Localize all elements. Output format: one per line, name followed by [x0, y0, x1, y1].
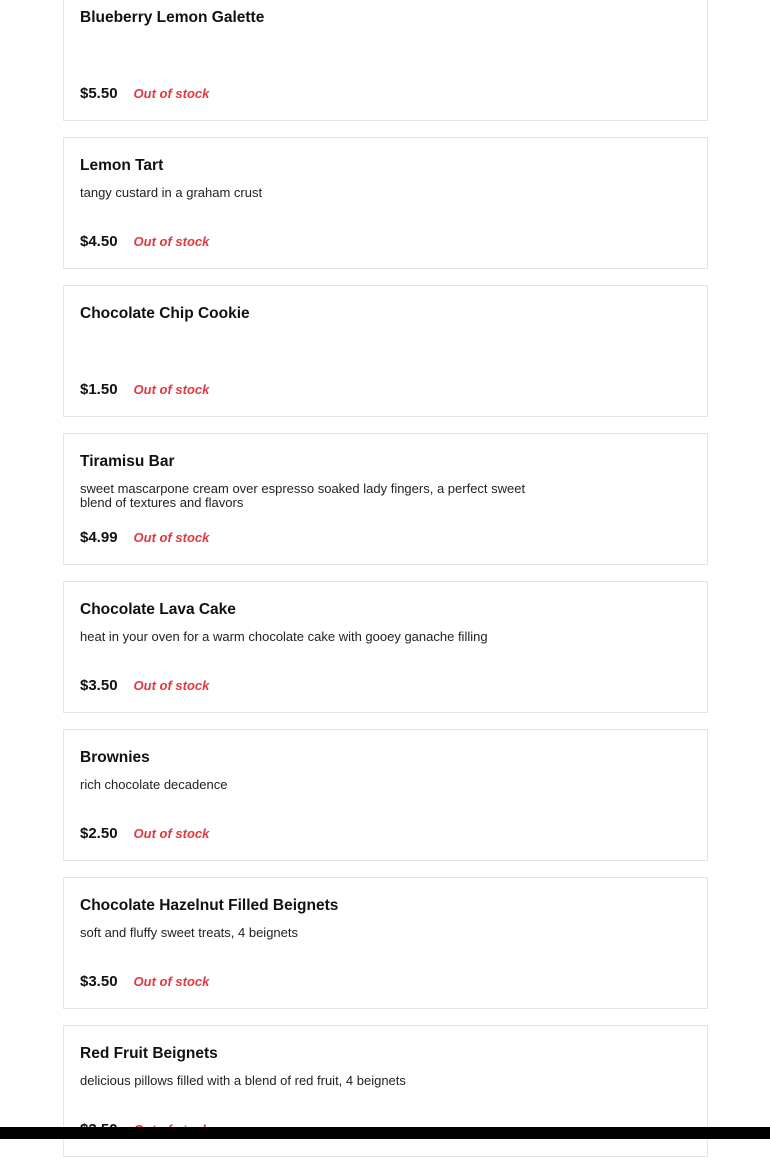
menu-item-price-row	[80, 529, 209, 546]
menu-item-card[interactable]	[63, 0, 708, 121]
menu-item-description: heat in your oven for a warm chocolate cake with gooey ganache filling	[80, 630, 540, 644]
menu-item-description: delicious pillows filled with a blend of red fruit, 4 beignets	[80, 1074, 540, 1088]
stock-status-badge: Out of stock	[134, 382, 210, 397]
menu-item-title: Chocolate Hazelnut Filled Beignets	[80, 897, 338, 915]
menu-item-price: $2.50	[80, 825, 118, 842]
stock-status-badge: Out of stock	[134, 530, 210, 545]
stock-status-badge: Out of stock	[134, 234, 210, 249]
menu-item-price-row	[80, 677, 209, 694]
menu-item-description: sweet mascarpone cream over espresso soaked lady fingers, a perfect sweet blend of textures and flavors	[80, 482, 540, 510]
menu-item-title: Red Fruit Beignets	[80, 1045, 218, 1063]
bottom-bar	[0, 1127, 770, 1139]
menu-item-list	[63, 0, 708, 1173]
menu-item-description: rich chocolate decadence	[80, 778, 540, 792]
stock-status-badge: Out of stock	[134, 678, 210, 693]
menu-item-price: $5.50	[80, 85, 118, 102]
menu-item-description: soft and fluffy sweet treats, 4 beignets	[80, 926, 540, 940]
menu-item-price-row	[80, 973, 209, 990]
menu-item-description: tangy custard in a graham crust	[80, 186, 540, 200]
menu-item-price-row	[80, 233, 209, 250]
menu-item-title: Tiramisu Bar	[80, 453, 174, 471]
menu-item-card[interactable]	[63, 433, 708, 565]
menu-item-title: Chocolate Chip Cookie	[80, 305, 250, 323]
menu-item-price-row	[80, 825, 209, 842]
menu-item-price: $3.50	[80, 677, 118, 694]
stock-status-badge: Out of stock	[134, 826, 210, 841]
menu-item-price: $4.99	[80, 529, 118, 546]
menu-item-card[interactable]	[63, 137, 708, 269]
menu-item-price-row	[80, 381, 209, 398]
menu-item-card[interactable]	[63, 877, 708, 1009]
menu-item-title: Chocolate Lava Cake	[80, 601, 236, 619]
stock-status-badge: Out of stock	[134, 86, 210, 101]
stock-status-badge: Out of stock	[134, 1122, 210, 1137]
menu-item-title: Lemon Tart	[80, 157, 163, 175]
menu-item-price: $1.50	[80, 381, 118, 398]
menu-item-title: Brownies	[80, 749, 150, 767]
stock-status-badge: Out of stock	[134, 974, 210, 989]
menu-item-price: $3.50	[80, 1121, 118, 1138]
menu-item-card[interactable]	[63, 729, 708, 861]
menu-item-price-row	[80, 85, 209, 102]
menu-item-card[interactable]	[63, 285, 708, 417]
menu-item-title: Blueberry Lemon Galette	[80, 9, 264, 27]
menu-item-price: $4.50	[80, 233, 118, 250]
menu-item-card[interactable]	[63, 581, 708, 713]
menu-item-price: $3.50	[80, 973, 118, 990]
